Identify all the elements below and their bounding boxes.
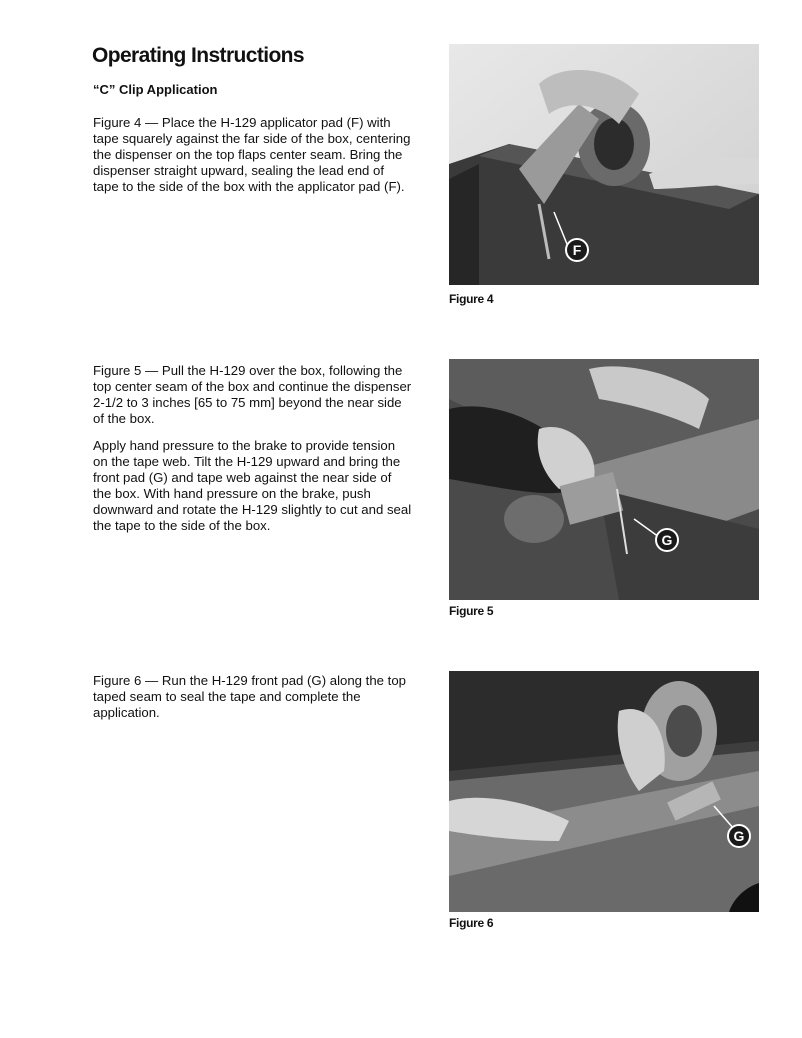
figure-4-caption: Figure 4 [449,292,494,306]
callout-g-label: G [661,532,673,548]
page-title: Operating Instructions [92,44,304,67]
figure-6-caption: Figure 6 [449,916,494,930]
figure-4-photo [449,44,759,285]
figure-5-instructions: Figure 5 — Pull the H-129 over the box, following the top center seam of the box and continue the dispenser 2-1/2 to 3 inches [65 to 75 mm] beyond the near side of the box. [93,363,412,426]
figure-6-instructions: Figure 6 — Run the H-129 front pad (G) along the top taped seam to seal the tape and complete the application. [93,673,407,720]
callout-f-label: F [572,242,582,258]
callout-g2-label: G [733,828,745,844]
figure-4-instructions: Figure 4 — Place the H-129 applicator pad (F) with tape squarely against the far side of the box, centering the dispenser on the top flaps center seam. Bring the dispenser straight upward, sealing the lead end of tape to the side of the box with the applicator pad (F). [93,115,411,194]
figure-5-photo [449,359,759,600]
figure-6-photo [449,671,759,912]
section-subtitle: “C” Clip Application [93,82,218,97]
figure-5-brake-instructions: Apply hand pressure to the brake to provide tension on the tape web. Tilt the H-129 upward and bring the front pad (G) and tape web against the near side of the box. With hand pressure on the brake, push downward and rotate the H-129 slightly to cut and seal the tape to the side of the box. [93,438,412,533]
figure-5-caption: Figure 5 [449,604,494,618]
